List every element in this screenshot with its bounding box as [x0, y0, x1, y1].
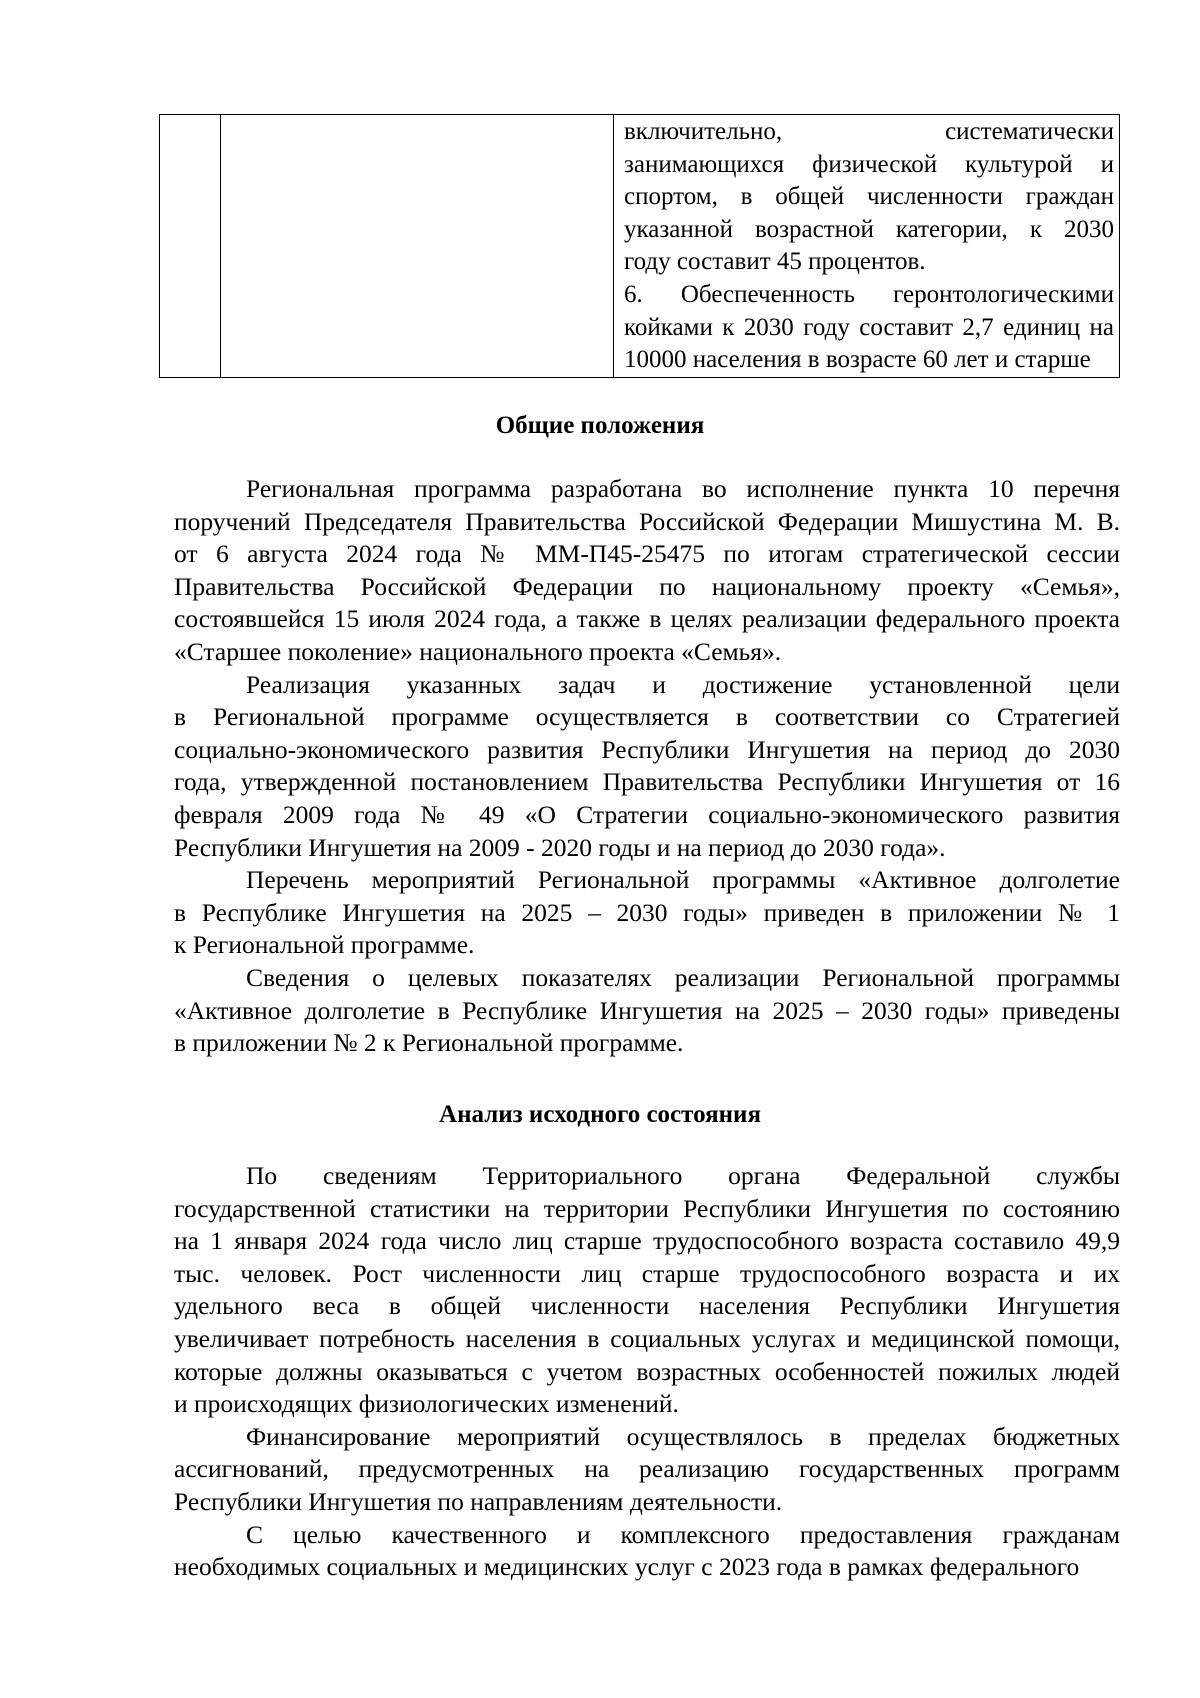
paragraph-line: Республики Ингушетия по направлениям деятельности.	[174, 1486, 783, 1516]
paragraph-line: ассигнований, предусмотренных на реализацию государственных программ	[174, 1454, 1120, 1484]
paragraph-line: и происходящих физиологических изменений.	[174, 1389, 679, 1419]
paragraph-line: февраля 2009 года № 49 «О Стратегии социально-экономического развития	[174, 799, 1120, 829]
paragraph-line: Финансирование мероприятий осуществлялось в пределах бюджетных	[246, 1421, 1120, 1451]
paragraph-line: С целью качественного и комплексного предоставления гражданам	[246, 1519, 1120, 1549]
paragraph-line: По сведениям Территориального органа Федеральной службы	[246, 1161, 1120, 1190]
paragraph-line: поручений Председателя Правительства Российской Федерации Мишустина М. В.	[174, 506, 1120, 536]
paragraph-line: Региональная программа разработана во исполнение пункта 10 перечня	[246, 474, 1120, 503]
paragraph-line: «Активное долголетие в Республике Ингушетия на 2025 – 2030 годы» приведены	[174, 995, 1120, 1025]
paragraph-line: в Региональной программе осуществляется в соответствии со Стратегией	[174, 702, 1120, 732]
paragraph-line: Сведения о целевых показателях реализации Региональной программы	[246, 962, 1120, 992]
paragraph	[174, 669, 1120, 865]
paragraph-line: удельного веса в общей численности населения Республики Ингушетия	[174, 1291, 1120, 1321]
paragraph-line: на 1 января 2024 года число лиц старше трудоспособного возраста составило 49,9	[174, 1226, 1120, 1256]
paragraph-line: состоявшейся 15 июля 2024 года, а также в целях реализации федерального проекта	[174, 604, 1120, 634]
table-cell-line: 6. Обеспеченность геронтологическими	[624, 280, 1114, 308]
section-body-initial-state-analysis	[174, 1160, 1120, 1584]
table-cell-line: койками к 2030 году составит 2,7 единиц на	[624, 313, 1114, 341]
paragraph-line: от 6 августа 2024 года № ММ-П45-25475 по итогам стратегической сессии	[174, 539, 1120, 569]
paragraph-line: Правительства Российской Федерации по национальному проекту «Семья»,	[174, 571, 1120, 601]
section-title-initial-state-analysis: Анализ исходного состояния	[439, 1101, 761, 1128]
paragraph-line: к Региональной программе.	[174, 930, 475, 960]
paragraph-line: в приложении № 2 к Региональной программе.	[174, 1028, 684, 1058]
paragraph	[174, 1160, 1120, 1421]
table-column-divider	[613, 115, 614, 377]
paragraph	[174, 1421, 1120, 1519]
table-cell-line: занимающихся физической культурой и	[624, 150, 1114, 178]
table-cell-line: 10000 населения в возрасте 60 лет и старше	[624, 346, 1091, 374]
table-column-divider	[220, 115, 221, 377]
paragraph	[174, 864, 1120, 962]
table-cell-line: спортом, в общей численности граждан	[624, 183, 1114, 211]
paragraph	[174, 1519, 1120, 1584]
table-fragment	[159, 114, 1120, 378]
paragraph	[174, 473, 1120, 669]
paragraph-line: «Старшее поколение» национального проекта «Семья».	[174, 636, 782, 666]
paragraph-line: увеличивает потребность населения в социальных услугах и медицинской помощи,	[174, 1323, 1120, 1353]
paragraph-line: государственной статистики на территории Республики Ингушетия по состоянию	[174, 1193, 1120, 1223]
table-cell-text	[624, 116, 1114, 377]
paragraph	[174, 962, 1120, 1060]
paragraph-line: Республики Ингушетия на 2009 - 2020 годы и на период до 2030 года».	[174, 832, 946, 862]
paragraph-line: социально-экономического развития Республики Ингушетия на период до 2030	[174, 734, 1120, 764]
paragraph-line: необходимых социальных и медицинских услуг с 2023 года в рамках федерального	[174, 1552, 1080, 1582]
section-body-general-provisions	[174, 473, 1120, 1060]
paragraph-line: года, утвержденной постановлением Правительства Республики Ингушетия от 16	[174, 767, 1120, 797]
paragraph-line: которые должны оказываться с учетом возрастных особенностей пожилых людей	[174, 1356, 1120, 1386]
section-title-general-provisions: Общие положения	[495, 412, 705, 439]
paragraph-line: Перечень мероприятий Региональной программы «Активное долголетие	[246, 865, 1120, 895]
paragraph-line: Реализация указанных задач и достижение установленной цели	[246, 669, 1120, 699]
paragraph-line: в Республике Ингушетия на 2025 – 2030 годы» приведен в приложении № 1	[174, 897, 1120, 927]
table-cell-line: указанной возрастной категории, к 2030	[624, 215, 1114, 243]
table-cell-line: году составит 45 процентов.	[624, 248, 926, 276]
table-cell-line: включительно, систематически	[624, 118, 1114, 145]
paragraph-line: тыс. человек. Рост численности лиц старше трудоспособного возраста и их	[174, 1258, 1120, 1288]
